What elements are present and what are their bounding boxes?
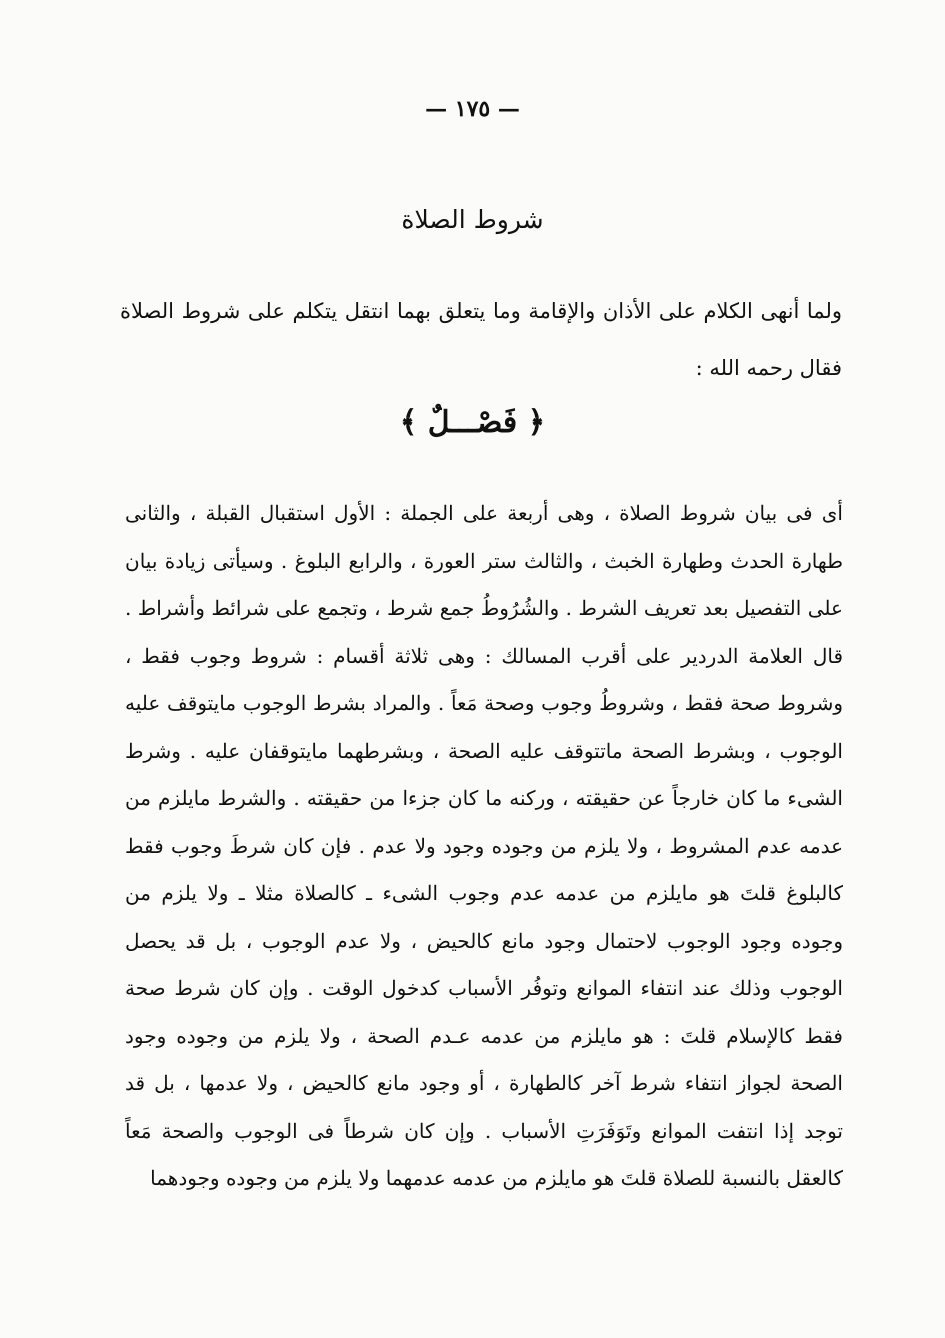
page-number: — ١٧٥ —: [425, 96, 520, 122]
text-line: أى فى بيان شروط الصلاة ، وهى أربعة على الجملة : الأول استقبال القبلة ، والثانى: [125, 501, 843, 525]
section-heading: ﴿ فَصْـــلٌ ﴾: [399, 405, 546, 440]
text-line: كالعقل بالنسبة للصلاة قلتَ هو مايلزم من عدمه عدمهما ولا يلزم من وجوده وجودهما: [150, 1166, 843, 1190]
text-line: وشروط صحة فقط ، وشروطُ وجوب وصحة مَعاً . والمراد بشرط الوجوب مايتوقف عليه: [125, 691, 843, 715]
intro-paragraph: ولما أنهى الكلام على الأذان والإقامة وما يتعلق بهما انتقل يتكلم على شروط الصلاة فقال رحمه الله :: [120, 299, 842, 380]
page-title: شروط الصلاة: [401, 205, 544, 234]
text-line: طهارة الحدث وطهارة الخبث ، والثالث ستر العورة ، والرابع البلوغ . وسيأتى زيادة بيان: [125, 548, 843, 573]
text-line: الوجوب ، وبشرط الصحة ماتتوقف عليه الصحة ، وبشرطهما مايتوقفان عليه . وشرط: [125, 738, 843, 763]
text-line: توجد إذا انتفت الموانع وتَوَفَرَتِ الأسباب . وإن كان شرطاً فى الوجوب والصحة مَعاً: [125, 1118, 843, 1143]
text-line: كالبلوغ قلتَ هو مايلزم من عدمه عدم وجوب الشىء ـ كالصلاة مثلا ـ ولا يلزم من: [125, 881, 843, 905]
text-line: فقط كالإسلام قلتَ : هو مايلزم من عدمه عـدم الصحة ، ولا يلزم من وجوده وجود: [125, 1023, 843, 1048]
text-line: عدمه عدم المشروط ، ولا يلزم من وجوده وجود ولا عدم . فإن كان شرطَ وجوب فقط: [125, 833, 843, 858]
text-line: الوجوب وذلك عند انتفاء الموانع وتوفُر الأسباب كدخول الوقت . وإن كان شرط صحة: [125, 976, 843, 1000]
text-line: على التفصيل بعد تعريف الشرط . والشُرُوطُ جمع شرط ، وتجمع على شرائط وأشراط .: [125, 596, 843, 620]
text-line: الصحة لجواز انتفاء شرط آخر كالطهارة ، أو وجود مانع كالحيض ، ولا عدمها ، بل قد: [125, 1071, 843, 1095]
text-line: الشىء ما كان خارجاً عن حقيقته ، وركنه ما كان جزءا من حقيقته . والشرط مايلزم من: [125, 786, 843, 810]
text-line: قال العلامة الدردير على أقرب المسالك : وهى ثلاثة أقسام : شروط وجوب فقط ،: [125, 643, 843, 668]
text-line: وجوده وجود الوجوب لاحتمال وجود مانع كالحيض ، ولا عدم الوجوب ، بل قد يحصل: [125, 928, 843, 953]
body-text: [125, 490, 843, 1203]
